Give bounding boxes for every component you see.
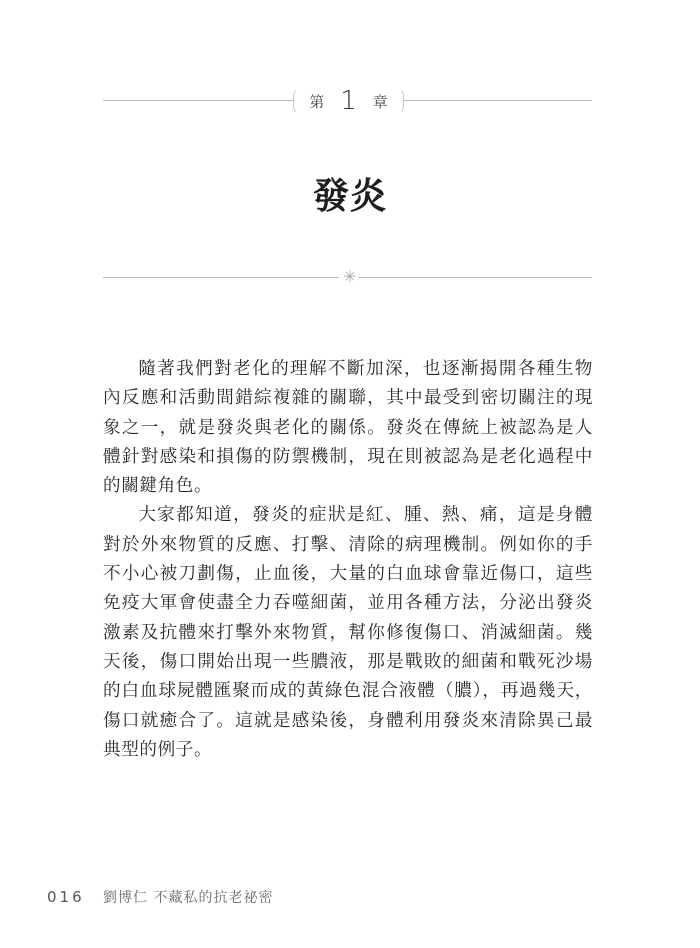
chapter-suffix: 章 <box>372 92 388 111</box>
header-rule-right <box>404 100 592 101</box>
paragraph: 大家都知道，發炎的症狀是紅、腫、熱、痛，這是身體對於外來物質的反應、打擊、清除的病理機制。例如你的手不小心被刀劃傷，止血後，大量的白血球會靠近傷口，這些免疫大軍會使盡全力吞噬細菌，並用各種方法，分泌出發炎激素及抗體來打擊外來物質，幫你修復傷口、消滅細菌。幾天後，傷口開始出現一些膿液，那是戰敗的細菌和戰死沙場的白血球屍體匯聚而成的黃綠色混合液體（膿），再過幾天，傷口就癒合了。這就是感染後，身體利用發炎來清除異己最典型的例子。 <box>103 505 593 760</box>
divider-rule-left <box>103 277 339 278</box>
header-rule-left <box>103 100 293 101</box>
page-footer <box>47 886 273 908</box>
asterisk-ornament-icon: ✳ <box>343 267 357 286</box>
section-divider <box>103 267 592 286</box>
paragraph: 隨著我們對老化的理解不斷加深，也逐漸揭開各種生物內反應和活動間錯綜複雜的關聯，其中最受到密切關注的現象之一，就是發炎與老化的關係。發炎在傳統上被認為是人體針對感染和損傷的防禦機制，現在則被認為是老化過程中的關鍵角色。 <box>103 359 593 497</box>
running-book-title: 劉博仁 不藏私的抗老祕密 <box>103 890 274 906</box>
chapter-title: 發炎 <box>312 175 387 217</box>
page-number: 016 <box>47 888 85 906</box>
header-bracket-left <box>293 88 302 114</box>
chapter-prefix: 第 <box>309 92 325 111</box>
body-text <box>103 355 593 765</box>
chapter-number: 1 <box>340 86 357 116</box>
divider-rule-right <box>359 277 592 278</box>
header-bracket-right <box>395 88 404 114</box>
chapter-label <box>303 86 394 116</box>
chapter-header <box>103 86 592 116</box>
